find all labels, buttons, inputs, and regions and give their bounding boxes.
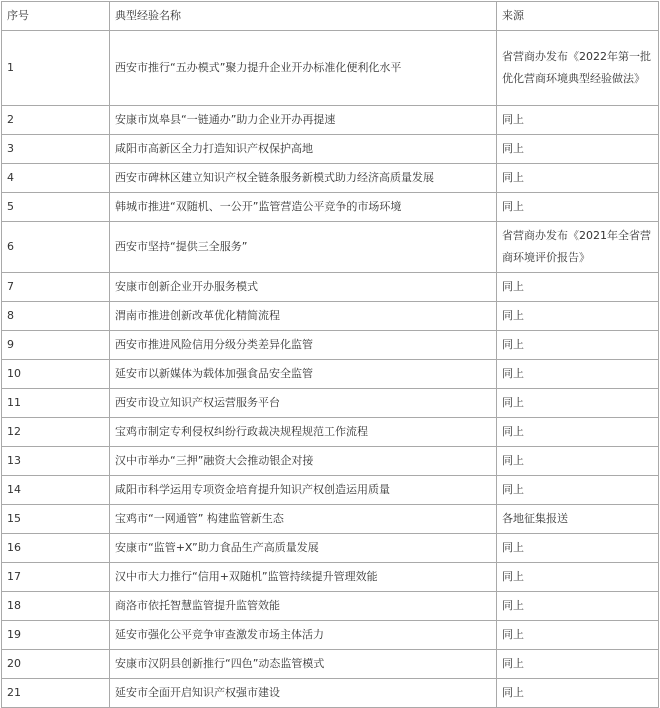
row-name: 延安市以新媒体为载体加强食品安全监管 — [110, 360, 497, 389]
row-index: 4 — [2, 164, 110, 193]
row-name: 韩城市推进“双随机、一公开”监管营造公平竞争的市场环境 — [110, 193, 497, 222]
row-index: 15 — [2, 505, 110, 534]
row-source: 同上 — [497, 273, 659, 302]
row-index: 13 — [2, 447, 110, 476]
row-index: 20 — [2, 650, 110, 679]
row-name: 西安市推行“五办模式”聚力提升企业开办标准化便利化水平 — [110, 31, 497, 106]
row-source: 同上 — [497, 447, 659, 476]
table-row — [2, 106, 659, 135]
row-name: 汉中市举办“三押”融资大会推动银企对接 — [110, 447, 497, 476]
row-index: 6 — [2, 222, 110, 273]
row-index: 18 — [2, 592, 110, 621]
row-name: 渭南市推进创新改革优化精简流程 — [110, 302, 497, 331]
row-name: 宝鸡市制定专利侵权纠纷行政裁决规程规范工作流程 — [110, 418, 497, 447]
row-name: 宝鸡市“一网通管” 构建监管新生态 — [110, 505, 497, 534]
table-row — [2, 331, 659, 360]
table-row — [2, 534, 659, 563]
row-source: 同上 — [497, 106, 659, 135]
table-row — [2, 447, 659, 476]
row-index: 2 — [2, 106, 110, 135]
table-row — [2, 360, 659, 389]
row-source: 省营商办发布《2022年第一批优化营商环境典型经验做法》 — [497, 31, 659, 106]
row-index: 3 — [2, 135, 110, 164]
row-name: 汉中市大力推行“信用+双随机”监管持续提升管理效能 — [110, 563, 497, 592]
table-row — [2, 273, 659, 302]
row-source: 同上 — [497, 360, 659, 389]
row-source: 同上 — [497, 302, 659, 331]
row-index: 17 — [2, 563, 110, 592]
table-row — [2, 679, 659, 708]
table-row — [2, 476, 659, 505]
row-source: 同上 — [497, 534, 659, 563]
row-name: 西安市设立知识产权运营服务平台 — [110, 389, 497, 418]
header-name: 典型经验名称 — [110, 2, 497, 31]
header-index: 序号 — [2, 2, 110, 31]
table-row — [2, 164, 659, 193]
row-name: 安康市“监管+X”助力食品生产高质量发展 — [110, 534, 497, 563]
row-name: 安康市岚皋县“一链通办”助力企业开办再提速 — [110, 106, 497, 135]
row-source: 同上 — [497, 679, 659, 708]
row-index: 1 — [2, 31, 110, 106]
row-source: 同上 — [497, 164, 659, 193]
table-row — [2, 193, 659, 222]
row-name: 西安市碑林区建立知识产权全链条服务新模式助力经济高质量发展 — [110, 164, 497, 193]
row-index: 10 — [2, 360, 110, 389]
row-index: 7 — [2, 273, 110, 302]
table-row — [2, 302, 659, 331]
row-index: 19 — [2, 621, 110, 650]
row-source: 省营商办发布《2021年全省营商环境评价报告》 — [497, 222, 659, 273]
table-row — [2, 31, 659, 106]
row-source: 同上 — [497, 331, 659, 360]
table-row — [2, 592, 659, 621]
row-index: 11 — [2, 389, 110, 418]
row-name: 安康市汉阴县创新推行“四色”动态监管模式 — [110, 650, 497, 679]
row-name: 西安市坚持“提供三全服务” — [110, 222, 497, 273]
table-row — [2, 389, 659, 418]
row-name: 商洛市依托智慧监管提升监管效能 — [110, 592, 497, 621]
experience-table — [1, 1, 659, 708]
row-source: 同上 — [497, 563, 659, 592]
row-index: 14 — [2, 476, 110, 505]
table-header-row — [2, 2, 659, 31]
row-source: 同上 — [497, 389, 659, 418]
row-name: 西安市推进风险信用分级分类差异化监管 — [110, 331, 497, 360]
table-row — [2, 418, 659, 447]
table-row — [2, 621, 659, 650]
table-row — [2, 222, 659, 273]
row-index: 12 — [2, 418, 110, 447]
row-source: 同上 — [497, 476, 659, 505]
row-name: 安康市创新企业开办服务模式 — [110, 273, 497, 302]
row-name: 咸阳市高新区全力打造知识产权保护高地 — [110, 135, 497, 164]
row-source: 同上 — [497, 621, 659, 650]
row-source: 同上 — [497, 193, 659, 222]
table-row — [2, 135, 659, 164]
header-source: 来源 — [497, 2, 659, 31]
table-row — [2, 563, 659, 592]
row-index: 21 — [2, 679, 110, 708]
row-source: 同上 — [497, 135, 659, 164]
row-source: 同上 — [497, 418, 659, 447]
row-source: 同上 — [497, 592, 659, 621]
row-index: 9 — [2, 331, 110, 360]
row-name: 咸阳市科学运用专项资金培育提升知识产权创造运用质量 — [110, 476, 497, 505]
row-source: 同上 — [497, 650, 659, 679]
row-source: 各地征集报送 — [497, 505, 659, 534]
table-row — [2, 505, 659, 534]
row-name: 延安市全面开启知识产权强市建设 — [110, 679, 497, 708]
row-index: 8 — [2, 302, 110, 331]
row-index: 16 — [2, 534, 110, 563]
row-index: 5 — [2, 193, 110, 222]
row-name: 延安市强化公平竞争审查激发市场主体活力 — [110, 621, 497, 650]
table-row — [2, 650, 659, 679]
